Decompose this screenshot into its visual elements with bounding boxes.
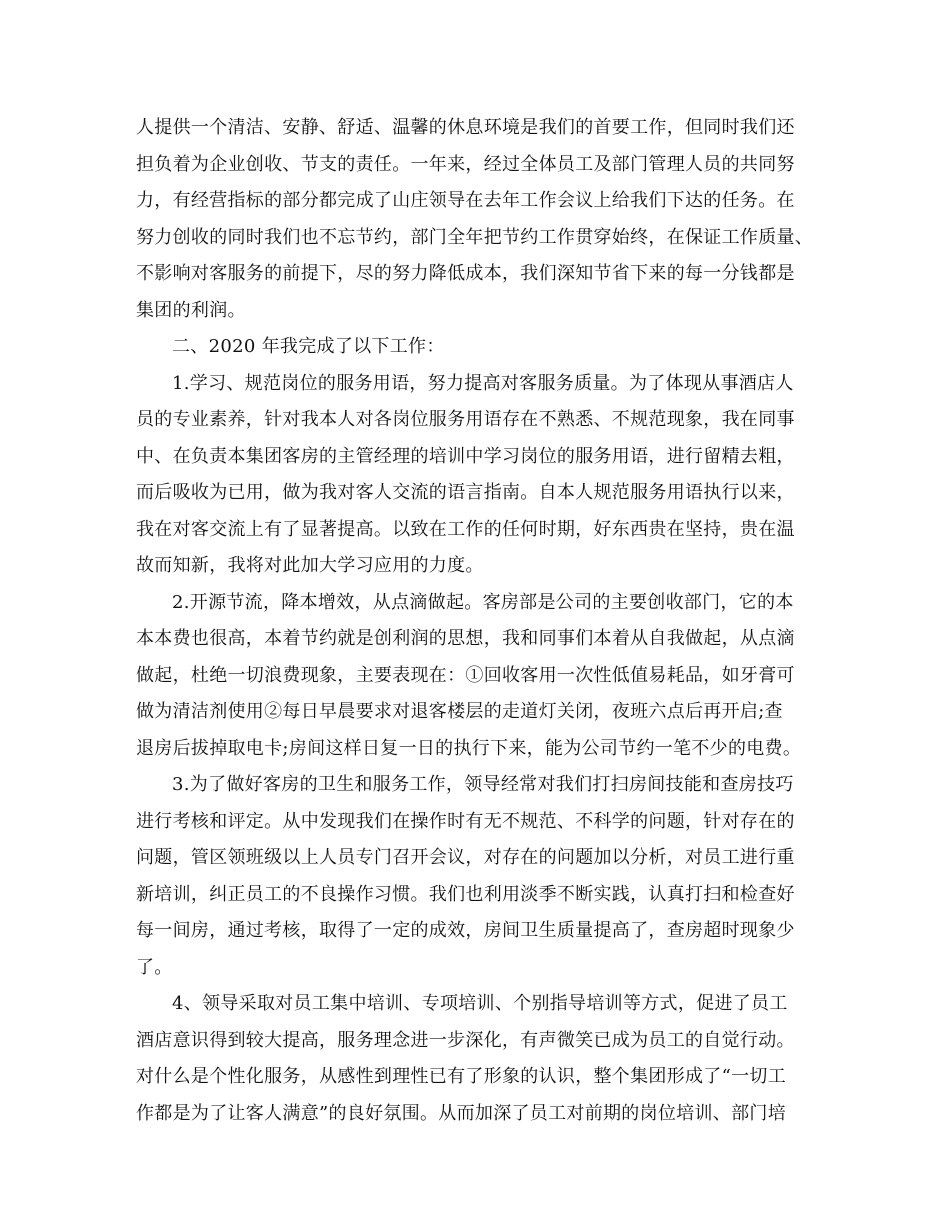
text-line: 我在对客交流上有了显著提高。以致在工作的任何时期，好东西贵在坚持，贵在温 [136, 518, 795, 540]
text-line: 4、领导采取对员工集中培训、专项培训、个别指导培训等方式，促进了员工 [172, 993, 788, 1014]
section-heading: 二、2020 年我完成了以下工作： [172, 336, 445, 357]
text-line: 问题，管区领班级以上人员专门召开会议，对存在的问题加以分析，对员工进行重 [136, 847, 795, 868]
text-line: 2.开源节流，降本增效，从点滴做起。客房部是公司的主要创收部门，它的本 [172, 591, 794, 613]
text-line: 进行考核和评定。从中发现我们在操作时有无不规范、不科学的问题，针对存在的 [136, 810, 795, 832]
text-line: 而后吸收为已用，做为我对客人交流的语言指南。自本人规范服务用语执行以来， [136, 482, 795, 503]
text-line: 人提供一个清洁、安静、舒适、温馨的休息环境是我们的首要工作，但同时我们还 [136, 117, 795, 138]
text-line: 故而知新，我将对此加大学习应用的力度。 [136, 555, 484, 576]
text-line: 新培训，纠正员工的不良操作习惯。我们也利用淡季不断实践，认真打扫和检查好 [136, 883, 795, 905]
text-line: 对什么是个性化服务，从感性到理性已有了形象的认识，整个集团形成了“一切工 [136, 1066, 786, 1087]
text-line: 努力创收的同时我们也不忘节约，部门全年把节约工作贯穿始终，在保证工作质量、 [136, 226, 814, 248]
text-line: 不影响对客服务的前提下，尽的努力降低成本，我们深知节省下来的每一分钱都是 [136, 263, 795, 284]
document-body [136, 110, 816, 1132]
text-line: 力，有经营指标的部分都完成了山庄领导在去年工作会议上给我们下达的任务。在 [136, 190, 795, 211]
text-line: 1.学习、规范岗位的服务用语，努力提高对客服务质量。为了体现从事酒店人 [172, 372, 794, 394]
text-line: 中、在负责本集团客房的主管经理的培训中学习岗位的服务用语，进行留精去粗， [136, 445, 795, 467]
text-line: 了。 [136, 956, 173, 978]
text-line: 集团的利润。 [136, 299, 246, 321]
text-line: 退房后拔掉取电卡;房间这样日复一日的执行下来，能为公司节约一笔不少的电费。 [136, 737, 802, 759]
text-line: 酒店意识得到较大提高，服务理念进一步深化，有声微笑已成为员工的自觉行动。 [136, 1029, 795, 1051]
text-line: 每一间房，通过考核，取得了一定的成效，房间卫生质量提高了，查房超时现象少 [136, 920, 795, 941]
text-line: 做为清洁剂使用②每日早晨要求对退客楼层的走道灯关闭，夜班六点后再开启;查 [136, 701, 783, 722]
text-line: 3.为了做好客房的卫生和服务工作，领导经常对我们打扫房间技能和查房技巧 [172, 774, 794, 795]
text-line: 作都是为了让客人满意”的良好氛围。从而加深了员工对前期的岗位培训、部门培 [136, 1102, 786, 1124]
text-line: 本本费也很高，本着节约就是创利润的思想，我和同事们本着从自我做起，从点滴 [136, 628, 795, 649]
text-line: 担负着为企业创收、节支的责任。一年来，经过全体员工及部门管理人员的共同努 [136, 153, 795, 175]
text-line: 做起，杜绝一切浪费现象，主要表现在：①回收客用一次性低值易耗品，如牙膏可 [136, 664, 795, 686]
text-line: 员的专业素养，针对我本人对各岗位服务用语存在不熟悉、不规范现象，我在同事 [136, 409, 795, 430]
